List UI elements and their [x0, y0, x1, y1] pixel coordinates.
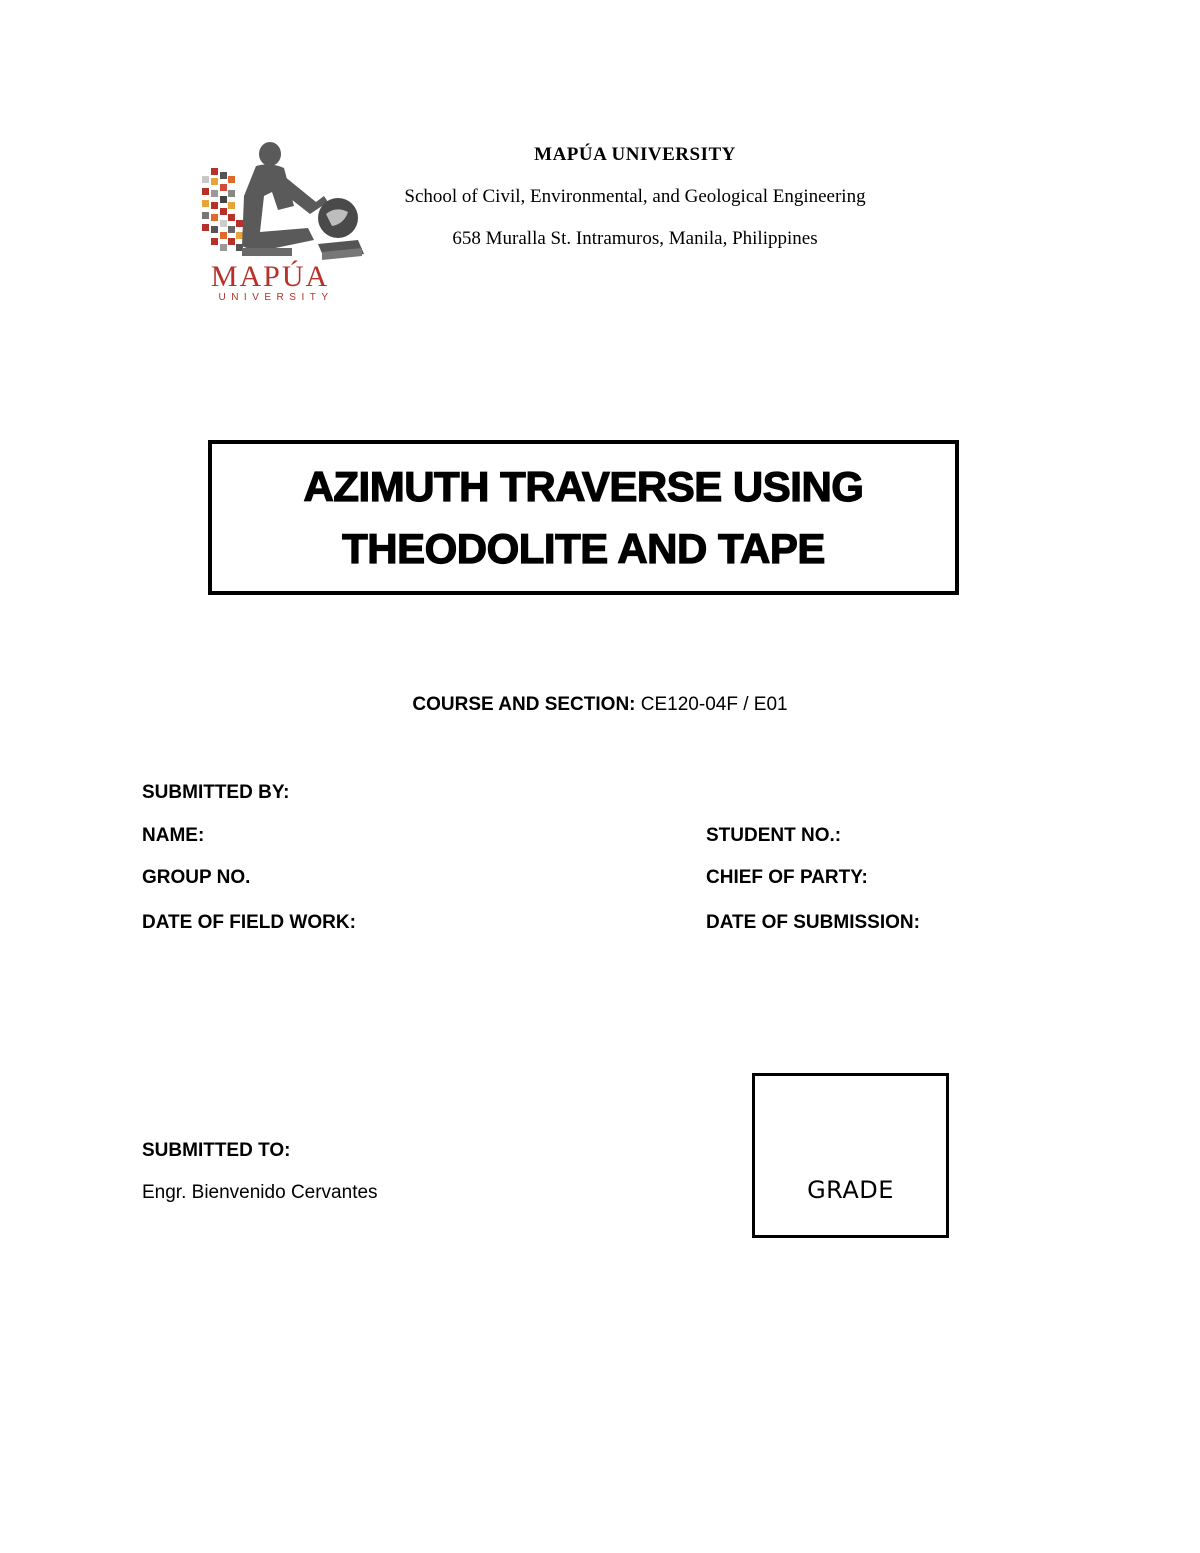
logo-mosaic [202, 168, 243, 251]
university-address: 658 Muralla St. Intramuros, Manila, Philippines [452, 228, 818, 249]
logo-wordmark: MAPÚA [210, 260, 330, 293]
date-of-field-work-label: DATE OF FIELD WORK: [142, 912, 356, 933]
course-section [0, 694, 1200, 716]
logo-subtext: UNIVERSITY [218, 292, 334, 303]
chief-of-party-label: CHIEF OF PARTY: [706, 867, 868, 888]
title-line-2: THEODOLITE AND TAPE [342, 524, 825, 572]
instructor-name: Engr. Bienvenido Cervantes [142, 1182, 378, 1203]
student-no-label: STUDENT NO.: [706, 825, 842, 846]
university-name: MAPÚA UNIVERSITY [534, 144, 736, 165]
submitted-by-heading: SUBMITTED BY: [142, 782, 290, 803]
title-box [208, 440, 959, 595]
group-no-label: GROUP NO. [142, 867, 251, 888]
school-name: School of Civil, Environmental, and Geological Engineering [404, 186, 866, 207]
title-line-1: AZIMUTH TRAVERSE USING [303, 462, 864, 510]
course-section-label: COURSE AND SECTION: [412, 694, 636, 715]
name-label: NAME: [142, 825, 205, 846]
submitted-to-heading: SUBMITTED TO: [142, 1140, 291, 1161]
date-of-submission-label: DATE OF SUBMISSION: [706, 912, 920, 933]
grade-label: GRADE [807, 1176, 894, 1204]
grade-box [752, 1073, 949, 1238]
logo-figure [242, 142, 328, 256]
logo-globe [318, 198, 364, 260]
header-block [370, 140, 900, 250]
course-section-value: CE120-04F / E01 [635, 694, 788, 715]
university-logo [198, 136, 368, 308]
